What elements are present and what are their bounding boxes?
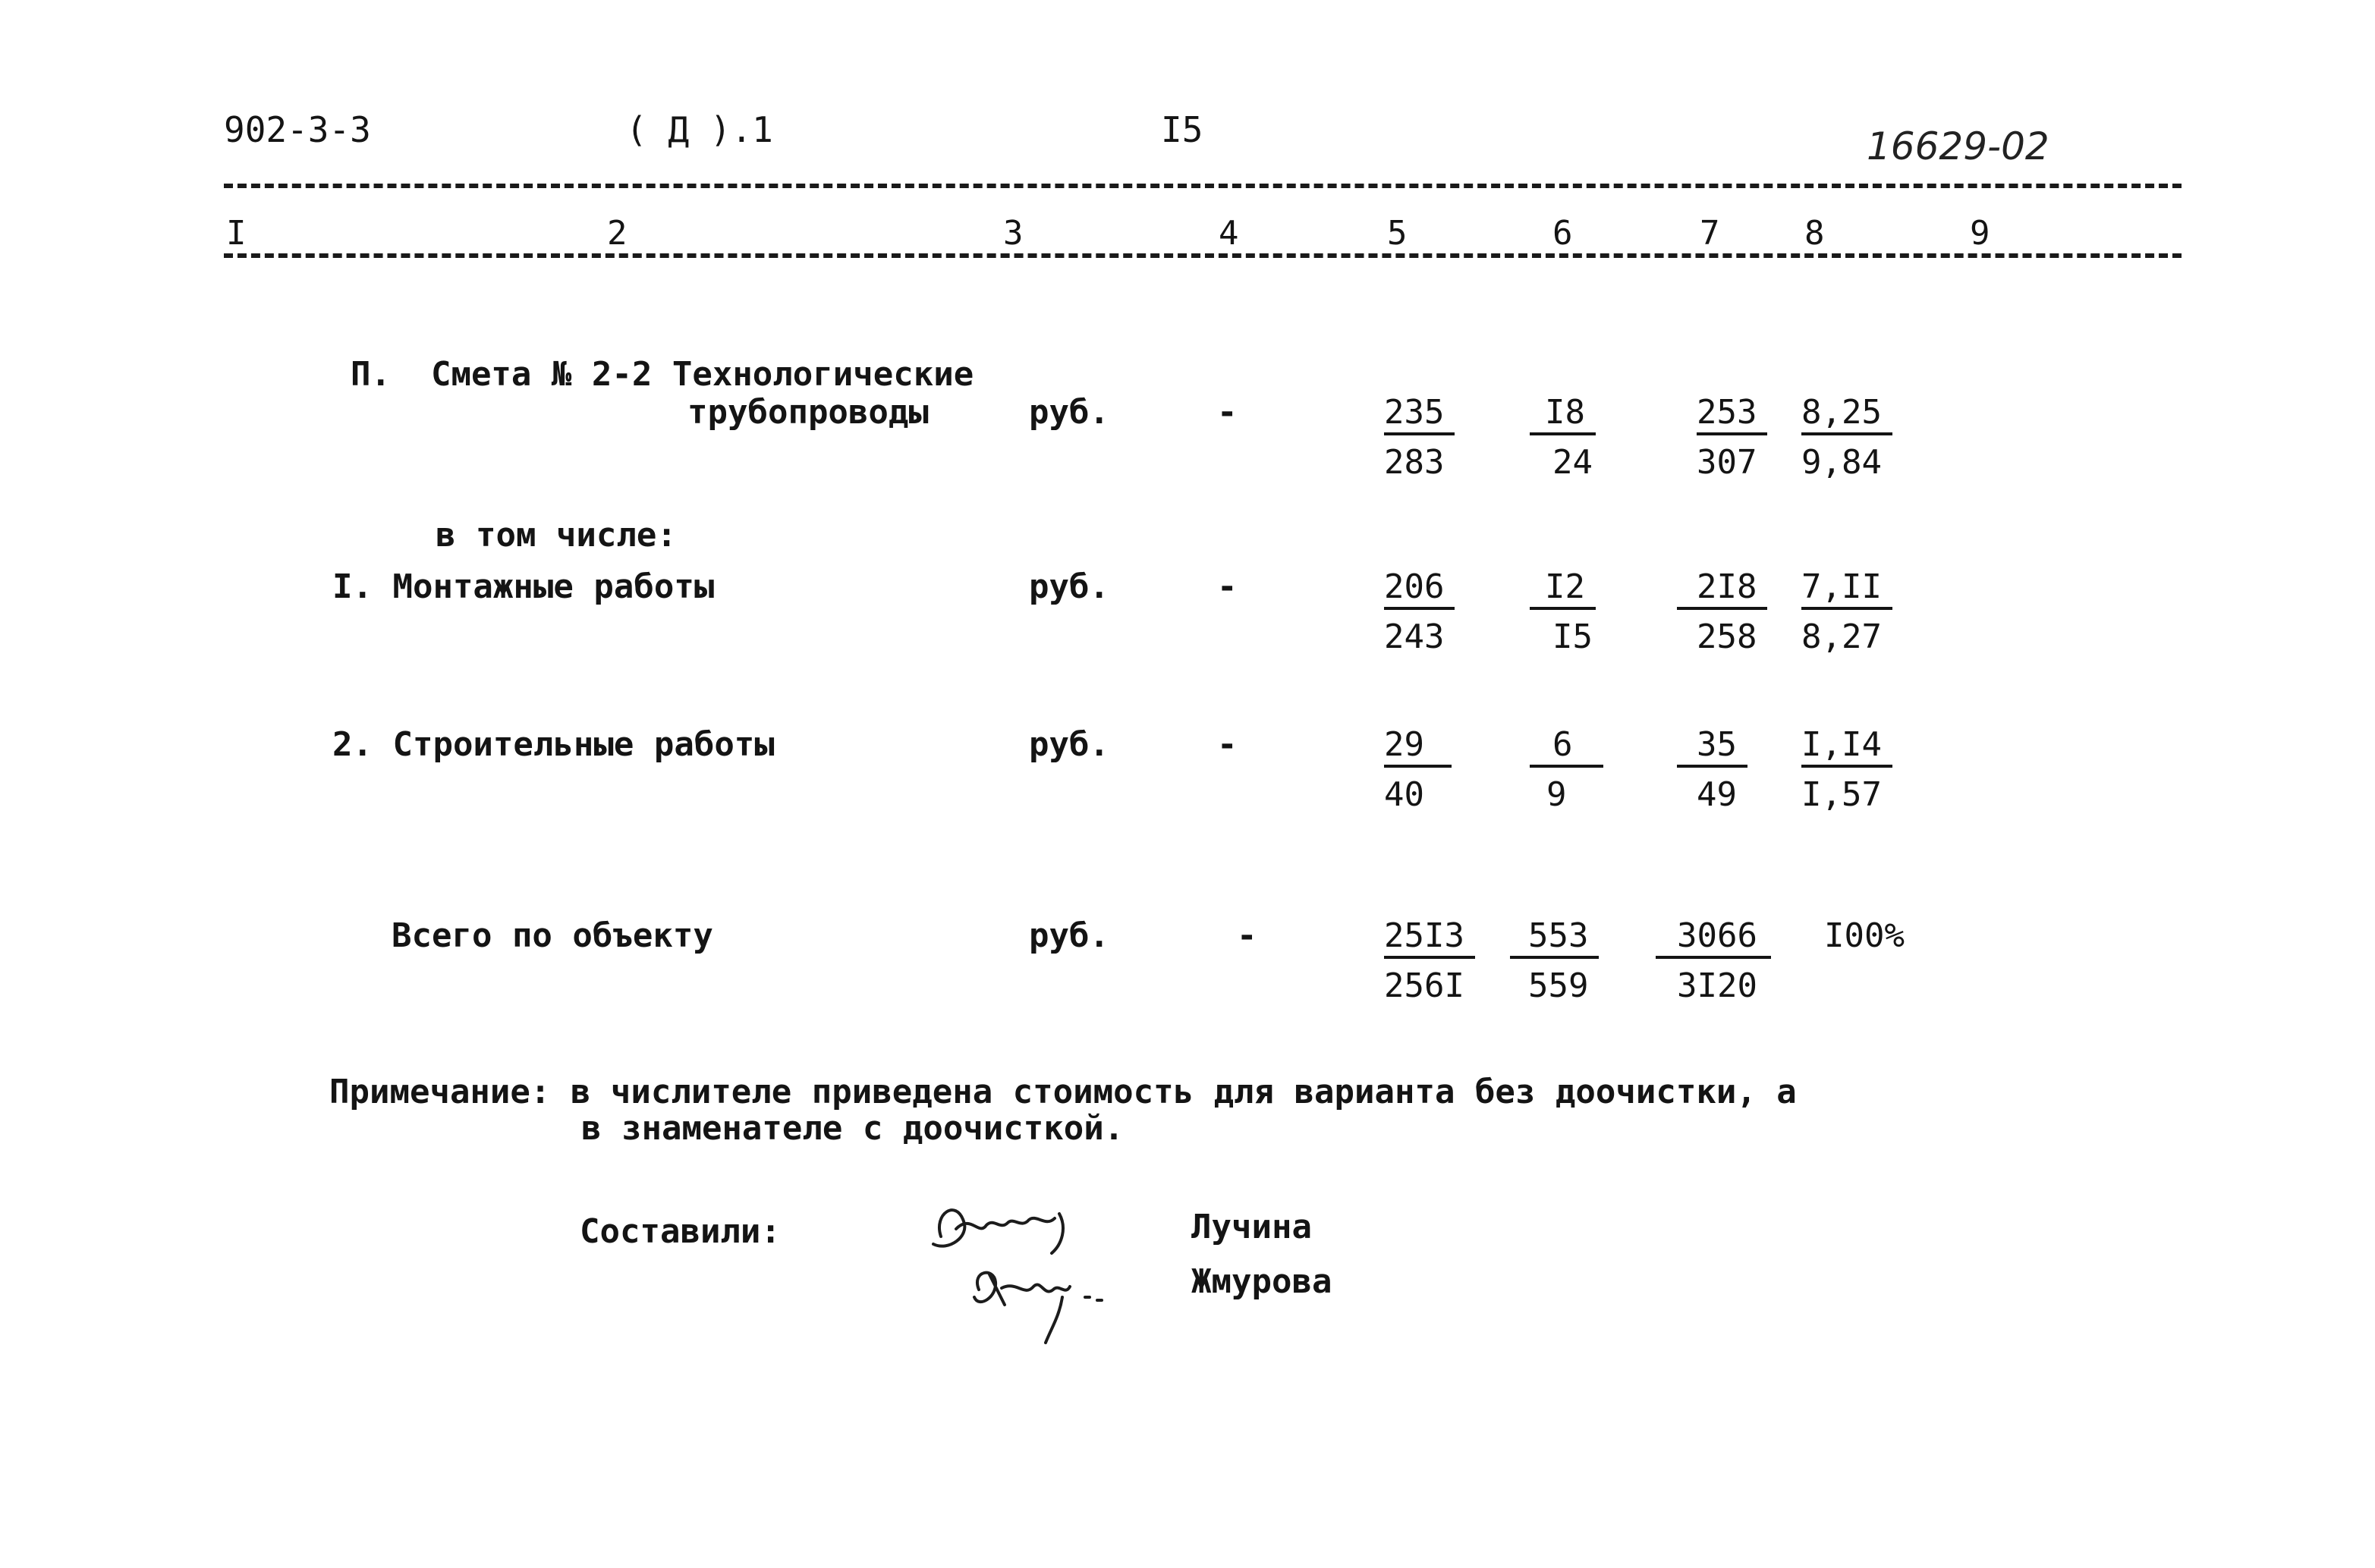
fraction-c6 [1530,393,1596,482]
row-label-construction: 2. Строительные работы [332,725,775,764]
numerator: 3066 [1656,919,1771,959]
numerator: 8,25 [1801,396,1892,435]
row-label-installation: I. Монтажные работы [332,567,715,606]
fraction-c7 [1656,916,1771,1005]
handwritten-signatures-icon [911,1183,1138,1358]
numerator: 35 [1677,728,1747,768]
denominator: 40 [1384,775,1424,814]
note-line-2: в знаменателе с доочисткой. [581,1109,1125,1148]
signer-name-2: Жмурова [1191,1262,1332,1301]
row-col4: - [1217,725,1238,764]
column-number-2: 2 [607,214,628,253]
numerator: 6 [1530,728,1603,768]
document-code: 902-3-3 [224,109,371,150]
denominator: 24 [1552,443,1593,482]
denominator: I5 [1552,617,1593,656]
numerator: 7,II [1801,570,1892,610]
row-prelabel-including: в том числе: [436,516,677,555]
fraction-c5 [1384,916,1475,1005]
compiled-by-label: Составили: [580,1212,781,1251]
denominator: 307 [1697,443,1757,482]
denominator: 8,27 [1801,617,1882,656]
column-number-8: 8 [1804,214,1825,253]
denominator: 283 [1384,443,1445,482]
fraction-c5 [1384,725,1452,814]
fraction-c8 [1801,393,1892,482]
fraction-c8 [1801,567,1892,656]
numerator: 553 [1510,919,1599,959]
column-number-1: I [226,214,247,253]
row-label-estimate: П. Смета № 2-2 Технологические [351,355,974,394]
numerator: 25I3 [1384,919,1475,959]
column-number-6: 6 [1552,214,1573,253]
denominator: 559 [1528,966,1589,1005]
header-rule-bottom [224,253,2182,258]
fraction-c6 [1530,725,1603,814]
row-unit: руб. [1029,393,1109,432]
numerator: 2I8 [1677,570,1767,610]
row-unit: руб. [1029,916,1109,955]
fraction-c5 [1384,393,1455,482]
fraction-c5 [1384,567,1455,656]
numerator: I2 [1530,570,1596,610]
total-percent: I00% [1824,916,1905,955]
fraction-c7 [1677,725,1747,814]
row-col4: - [1237,916,1257,955]
fraction-c8 [1801,725,1892,814]
row-label-estimate-cont: трубопроводы [687,393,929,432]
row-unit: руб. [1029,567,1109,606]
numerator: 253 [1697,396,1767,435]
column-number-9: 9 [1970,214,1990,253]
archive-number: 16629-02 [1867,124,2049,168]
signer-name-1: Лучина [1191,1208,1312,1246]
fraction-c7 [1677,567,1767,656]
page-number: I5 [1161,109,1203,150]
denominator: 49 [1697,775,1737,814]
numerator: I8 [1530,396,1596,435]
denominator: 258 [1697,617,1757,656]
column-number-3: 3 [1003,214,1024,253]
numerator: 29 [1384,728,1452,768]
document-part: ( Д ).1 [626,109,773,150]
denominator: 3I20 [1677,966,1757,1005]
note-line-1: Примечание: в числителе приведена стоимость для варианта без доочистки, а [329,1073,1797,1111]
denominator: 9 [1546,775,1567,814]
denominator: 256I [1384,966,1464,1005]
column-number-7: 7 [1700,214,1720,253]
numerator: 235 [1384,396,1455,435]
header-rule-top [224,184,2182,188]
numerator: I,I4 [1801,728,1892,768]
column-number-5: 5 [1387,214,1408,253]
denominator: I,57 [1801,775,1882,814]
fraction-c6 [1530,567,1596,656]
denominator: 243 [1384,617,1445,656]
row-col4: - [1217,567,1238,606]
denominator: 9,84 [1801,443,1882,482]
row-col4: - [1217,393,1238,432]
row-unit: руб. [1029,725,1109,764]
fraction-c7 [1697,393,1767,482]
fraction-c6 [1510,916,1599,1005]
column-number-4: 4 [1219,214,1239,253]
numerator: 206 [1384,570,1455,610]
row-label-total: Всего по объекту [392,916,713,955]
